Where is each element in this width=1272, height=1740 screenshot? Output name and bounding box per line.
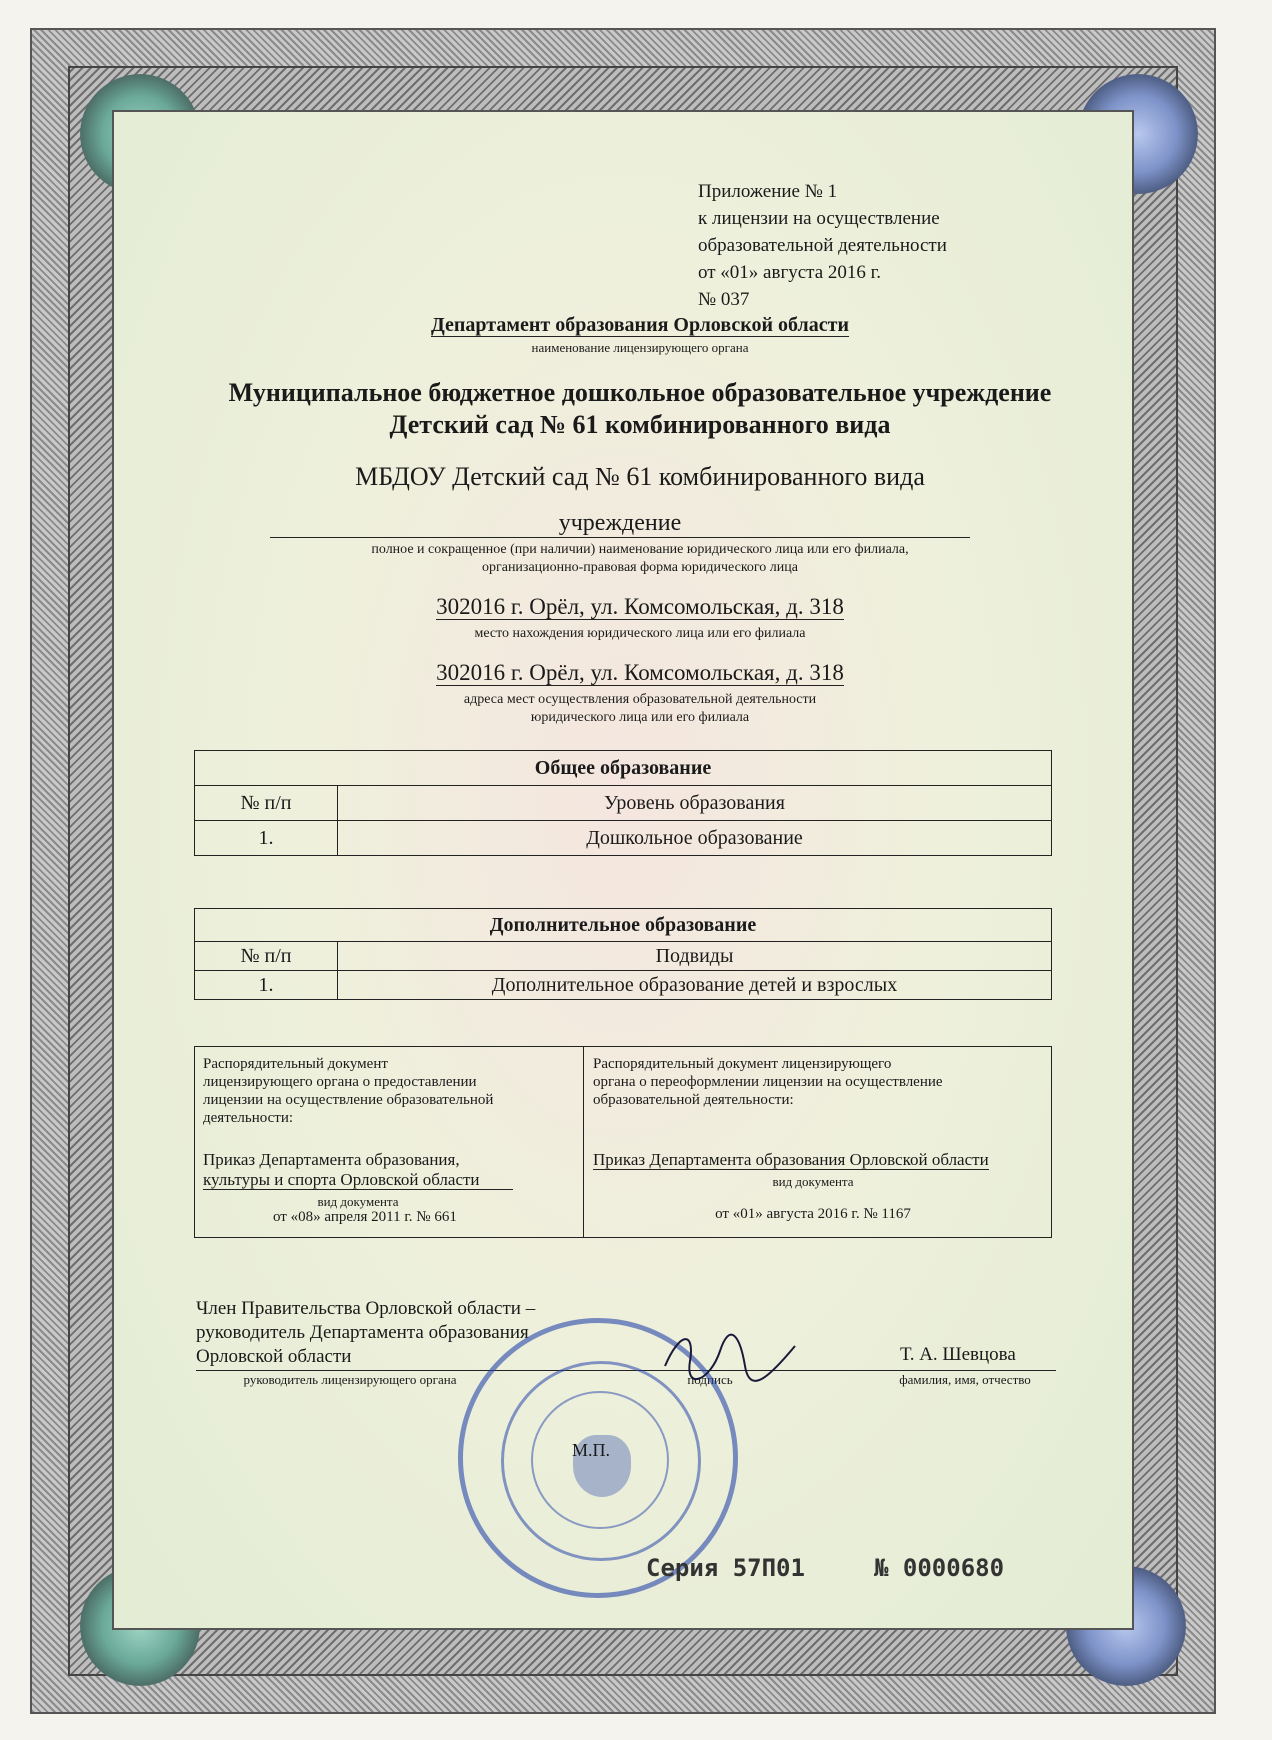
signatory-title: Орловской области bbox=[196, 1346, 352, 1367]
activity-address-caption: юридического лица или его филиала bbox=[530, 710, 750, 725]
annex-block bbox=[698, 178, 998, 313]
authority-name: Департамент образования Орловской области bbox=[431, 314, 849, 336]
annex-line: № 037 bbox=[698, 289, 750, 310]
doc-date: от «08» апреля 2011 г. № 661 bbox=[273, 1209, 457, 1225]
seal-place-label: М.П. bbox=[572, 1440, 611, 1460]
table-title: Дополнительное образование bbox=[195, 909, 1052, 942]
series-label: Серия 57П01 bbox=[646, 1554, 805, 1582]
table-cell: Дошкольное образование bbox=[338, 821, 1052, 856]
entity-full-name: Детский сад № 61 комбинированного вида bbox=[389, 410, 891, 439]
form-number: № 0000680 bbox=[874, 1554, 1005, 1582]
general-education-table bbox=[194, 750, 1052, 856]
doc-type-caption: вид документа bbox=[772, 1174, 854, 1189]
signatory-name: Т. А. Шевцова bbox=[900, 1344, 1016, 1365]
annex-line: от «01» августа 2016 г. bbox=[698, 262, 882, 283]
signatory-title: Член Правительства Орловской области – bbox=[196, 1298, 536, 1319]
signatory-name-caption: фамилия, имя, отчество bbox=[899, 1372, 1031, 1387]
signature-icon bbox=[660, 1326, 800, 1386]
authority-block bbox=[240, 314, 1040, 337]
column-divider bbox=[583, 1047, 584, 1237]
doc-date: от «01» августа 2016 г. № 1167 bbox=[715, 1206, 911, 1222]
doc-order-name: Приказ Департамента образования, bbox=[203, 1150, 460, 1169]
doc-order-name: культуры и спорта Орловской области bbox=[203, 1171, 513, 1190]
table-row bbox=[195, 971, 1052, 1000]
table-header: Подвиды bbox=[338, 942, 1052, 971]
activity-address-caption: адреса мест осуществления образовательной деятельности bbox=[463, 692, 817, 707]
entity-full-name: Муниципальное бюджетное дошкольное образовательное учреждение bbox=[228, 378, 1052, 407]
doc-text: деятельности: bbox=[203, 1110, 294, 1126]
table-header: № п/п bbox=[195, 786, 338, 821]
doc-text: образовательной деятельности: bbox=[593, 1092, 794, 1108]
order-documents-box bbox=[194, 1046, 1052, 1238]
doc-text: Распорядительный документ лицензирующего bbox=[593, 1056, 892, 1072]
doc-text: лицензии на осуществление образовательной bbox=[203, 1092, 494, 1108]
location-caption: место нахождения юридического лица или его филиала bbox=[474, 626, 806, 641]
signature-caption: подпись bbox=[687, 1372, 733, 1387]
entity-legal-form: учреждение bbox=[270, 510, 970, 538]
annex-line: образовательной деятельности bbox=[698, 235, 947, 256]
table-row bbox=[195, 821, 1052, 856]
signatory-title: руководитель Департамента образования bbox=[196, 1322, 529, 1343]
authority-caption: наименование лицензирующего органа bbox=[531, 340, 749, 355]
table-header: Уровень образования bbox=[338, 786, 1052, 821]
signatory-caption: руководитель лицензирующего органа bbox=[243, 1372, 457, 1387]
doc-text: лицензирующего органа о предоставлении bbox=[203, 1074, 477, 1090]
table-header: № п/п bbox=[195, 942, 338, 971]
doc-type-caption: вид документа bbox=[317, 1194, 399, 1209]
entity-short-name: МБДОУ Детский сад № 61 комбинированного вида bbox=[355, 462, 925, 491]
table-cell: 1. bbox=[195, 821, 338, 856]
annex-line: Приложение № 1 bbox=[698, 181, 838, 202]
entity-caption: организационно-правовая форма юридического лица bbox=[481, 560, 798, 575]
location-address: 302016 г. Орёл, ул. Комсомольская, д. 318 bbox=[436, 594, 844, 619]
activity-address: 302016 г. Орёл, ул. Комсомольская, д. 318 bbox=[436, 660, 844, 685]
doc-text: Распорядительный документ bbox=[203, 1056, 388, 1072]
table-title: Общее образование bbox=[195, 751, 1052, 786]
annex-line: к лицензии на осуществление bbox=[698, 208, 940, 229]
doc-text: органа о переоформлении лицензии на осуществление bbox=[593, 1074, 943, 1090]
issue-order-column bbox=[203, 1047, 575, 1237]
additional-education-table bbox=[194, 908, 1052, 1000]
doc-order-name: Приказ Департамента образования Орловской области bbox=[593, 1150, 989, 1169]
table-cell: 1. bbox=[195, 971, 338, 1000]
entity-caption: полное и сокращенное (при наличии) наименование юридического лица или его филиала, bbox=[371, 542, 909, 557]
table-cell: Дополнительное образование детей и взрослых bbox=[338, 971, 1052, 1000]
reissue-order-column bbox=[593, 1047, 1045, 1237]
